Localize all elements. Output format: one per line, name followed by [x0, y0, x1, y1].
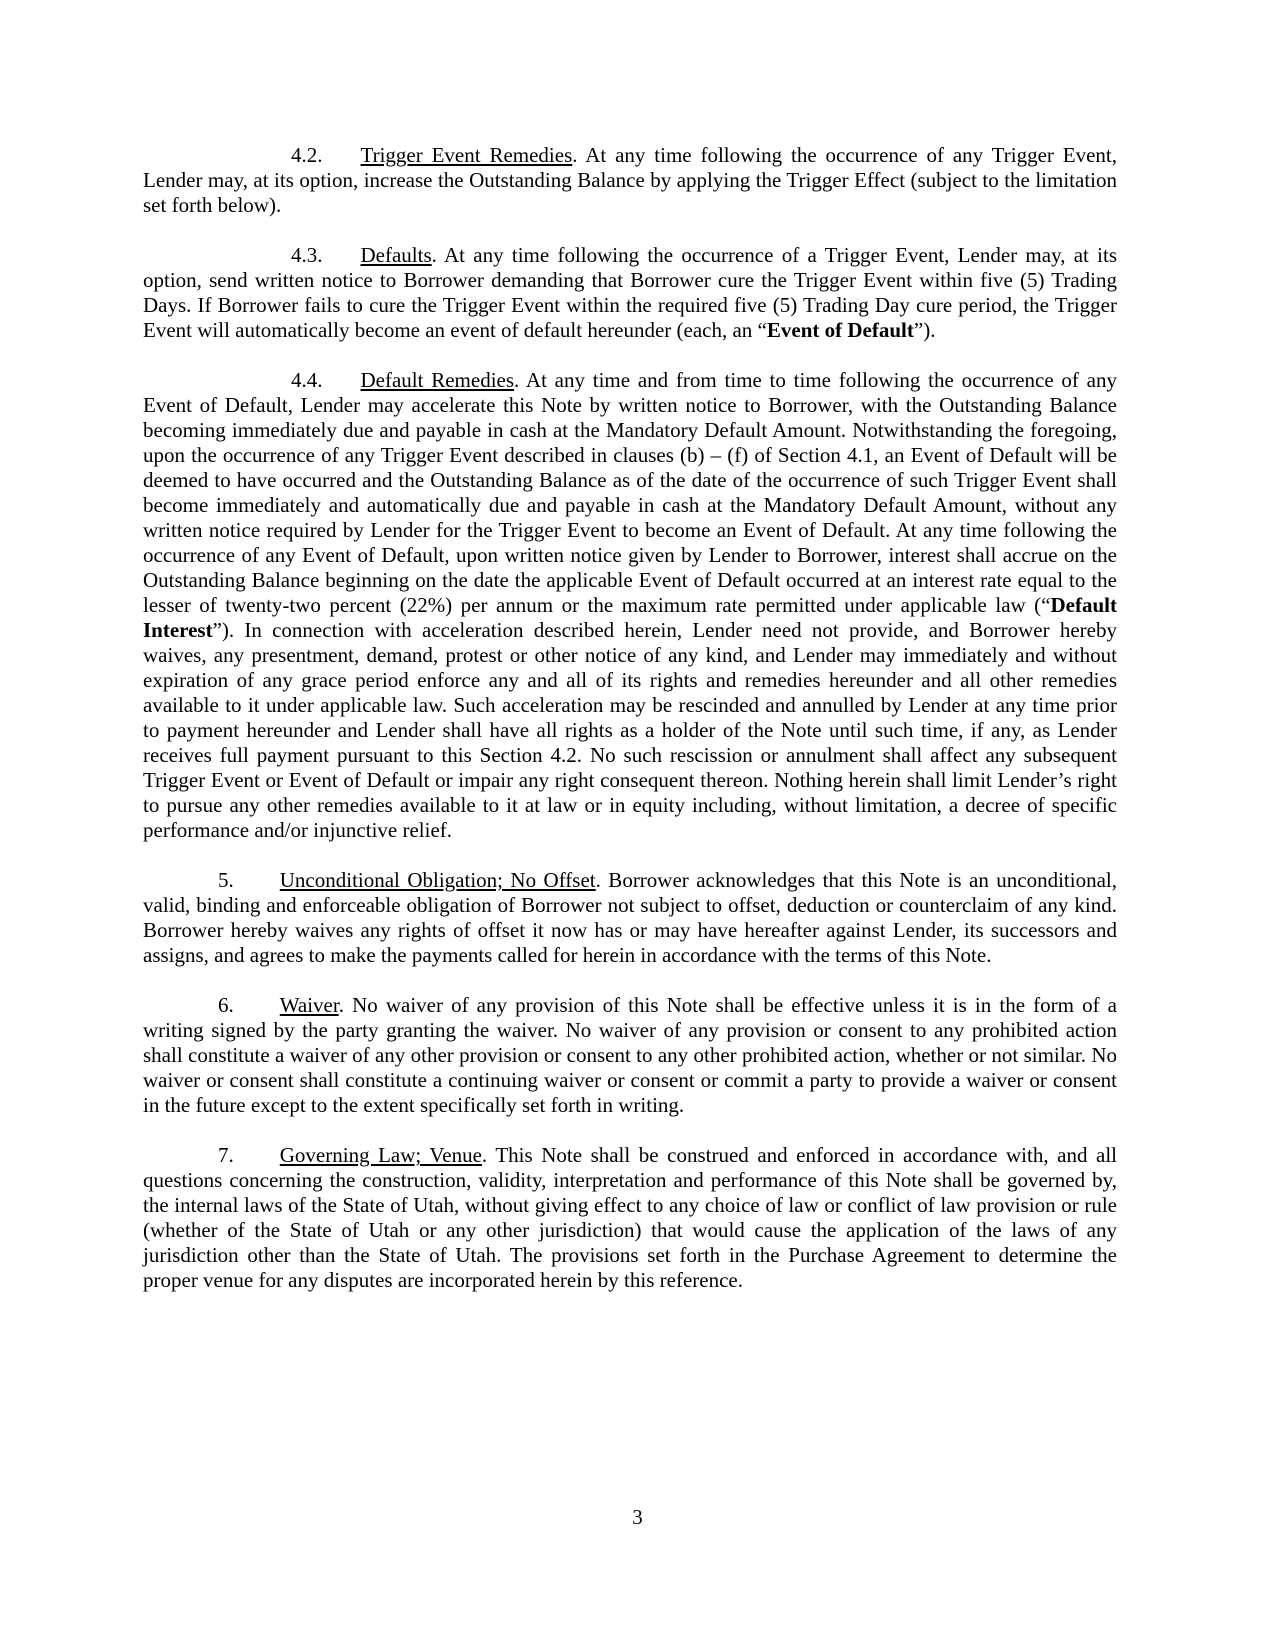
section-heading: Trigger Event Remedies [360, 143, 573, 167]
section-body: . No waiver of any provision of this Note shall be effective unless it is in the form of a writing signed by the party granting the waiver. No waiver of any provision or consent to any prohibited action shall constitute a waiver of any other provision or consent to any other prohibited action, whether or not similar. No waiver or consent shall constitute a continuing waiver or consent or commit a party to provide a waiver or consent in the future except to the extent specifically set forth in writing. [143, 993, 1117, 1117]
section-body: . At any time following the occurrence of a Trigger Event, Lender may, at its option, send written notice to Borrower demanding that Borrower cure the Trigger Event within five (5) Trading Days. If Borrower fails to cure the Trigger Event within the required five (5) Trading Day cure period, the Trigger Event will automatically become an event of default hereunder (each, an “ [143, 243, 1117, 342]
section-paragraph-7 [143, 1143, 1117, 1293]
section-paragraph-5 [143, 868, 1117, 968]
defined-term: Event of Default [766, 318, 914, 342]
section-paragraph-4-2 [143, 143, 1117, 218]
section-heading: Default Remedies [360, 368, 515, 392]
section-body: ”). In connection with acceleration described herein, Lender need not provide, and Borrower hereby waives, any presentment, demand, protest or other notice of any kind, and Lender may immediately and without expiration of any grace period enforce any and all of its rights and remedies hereunder and all other remedies available to it under applicable law. Such acceleration may be rescinded and annulled by Lender at any time prior to payment hereunder and Lender shall have all rights as a holder of the Note until such time, if any, as Lender receives full payment pursuant to this Section 4.2. No such rescission or annulment shall affect any subsequent Trigger Event or Event of Default or impair any right consequent thereon. Nothing herein shall limit Lender’s right to pursue any other remedies available to it at law or in equity including, without limitation, a decree of specific performance and/or injunctive relief. [143, 618, 1117, 842]
section-paragraph-4-4 [143, 368, 1117, 843]
section-paragraph-4-3 [143, 243, 1117, 343]
section-number: 7. [218, 1143, 234, 1167]
section-number: 4.2. [291, 143, 323, 167]
section-number: 4.3. [291, 243, 323, 267]
document-body [143, 143, 1117, 1318]
section-number: 5. [218, 868, 234, 892]
section-body: . Borrower acknowledges that this Note is an unconditional, valid, binding and enforceable obligation of Borrower not subject to offset, deduction or counterclaim of any kind. Borrower hereby waives any rights of offset it now has or may have hereafter against Lender, its successors and assigns, and agrees to make the payments called for herein in accordance with the terms of this Note. [143, 868, 1117, 967]
section-paragraph-6 [143, 993, 1117, 1118]
section-body: . This Note shall be construed and enforced in accordance with, and all questions concerning the construction, validity, interpretation and performance of this Note shall be governed by, the internal laws of the State of Utah, without giving effect to any choice of law or conflict of law provision or rule (whether of the State of Utah or any other jurisdiction) that would cause the application of the laws of any jurisdiction other than the State of Utah. The provisions set forth in the Purchase Agreement to determine the proper venue for any disputes are incorporated herein by this reference. [143, 1143, 1117, 1292]
section-number: 6. [218, 993, 234, 1017]
section-heading: Defaults [360, 243, 432, 267]
section-body: ”). [913, 318, 936, 342]
section-number: 4.4. [291, 368, 323, 392]
section-heading: Governing Law; Venue [279, 1143, 482, 1167]
section-body: . At any time following the occurrence of any Trigger Event, Lender may, at its option, increase the Outstanding Balance by applying the Trigger Effect (subject to the limitation set forth below). [143, 143, 1117, 217]
section-heading: Unconditional Obligation; No Offset [279, 868, 596, 892]
section-heading: Waiver [279, 993, 339, 1017]
section-body: . At any time and from time to time following the occurrence of any Event of Default, Lender may accelerate this Note by written notice to Borrower, with the Outstanding Balance becoming immediately due and payable in cash at the Mandatory Default Amount. Notwithstanding the foregoing, upon the occurrence of any Trigger Event described in clauses (b) – (f) of Section 4.1, an Event of Default will be deemed to have occurred and the Outstanding Balance as of the date of the occurrence of such Trigger Event shall become immediately and automatically due and payable in cash at the Mandatory Default Amount, without any written notice required by Lender for the Trigger Event to become an Event of Default. At any time following the occurrence of any Event of Default, upon written notice given by Lender to Borrower, interest shall accrue on the Outstanding Balance beginning on the date the applicable Event of Default occurred at an interest rate equal to the lesser of twenty-two percent (22%) per annum or the maximum rate permitted under applicable law (“ [143, 368, 1117, 617]
page-number: 3 [632, 1505, 643, 1529]
defined-term: Default Interest [143, 593, 1117, 642]
